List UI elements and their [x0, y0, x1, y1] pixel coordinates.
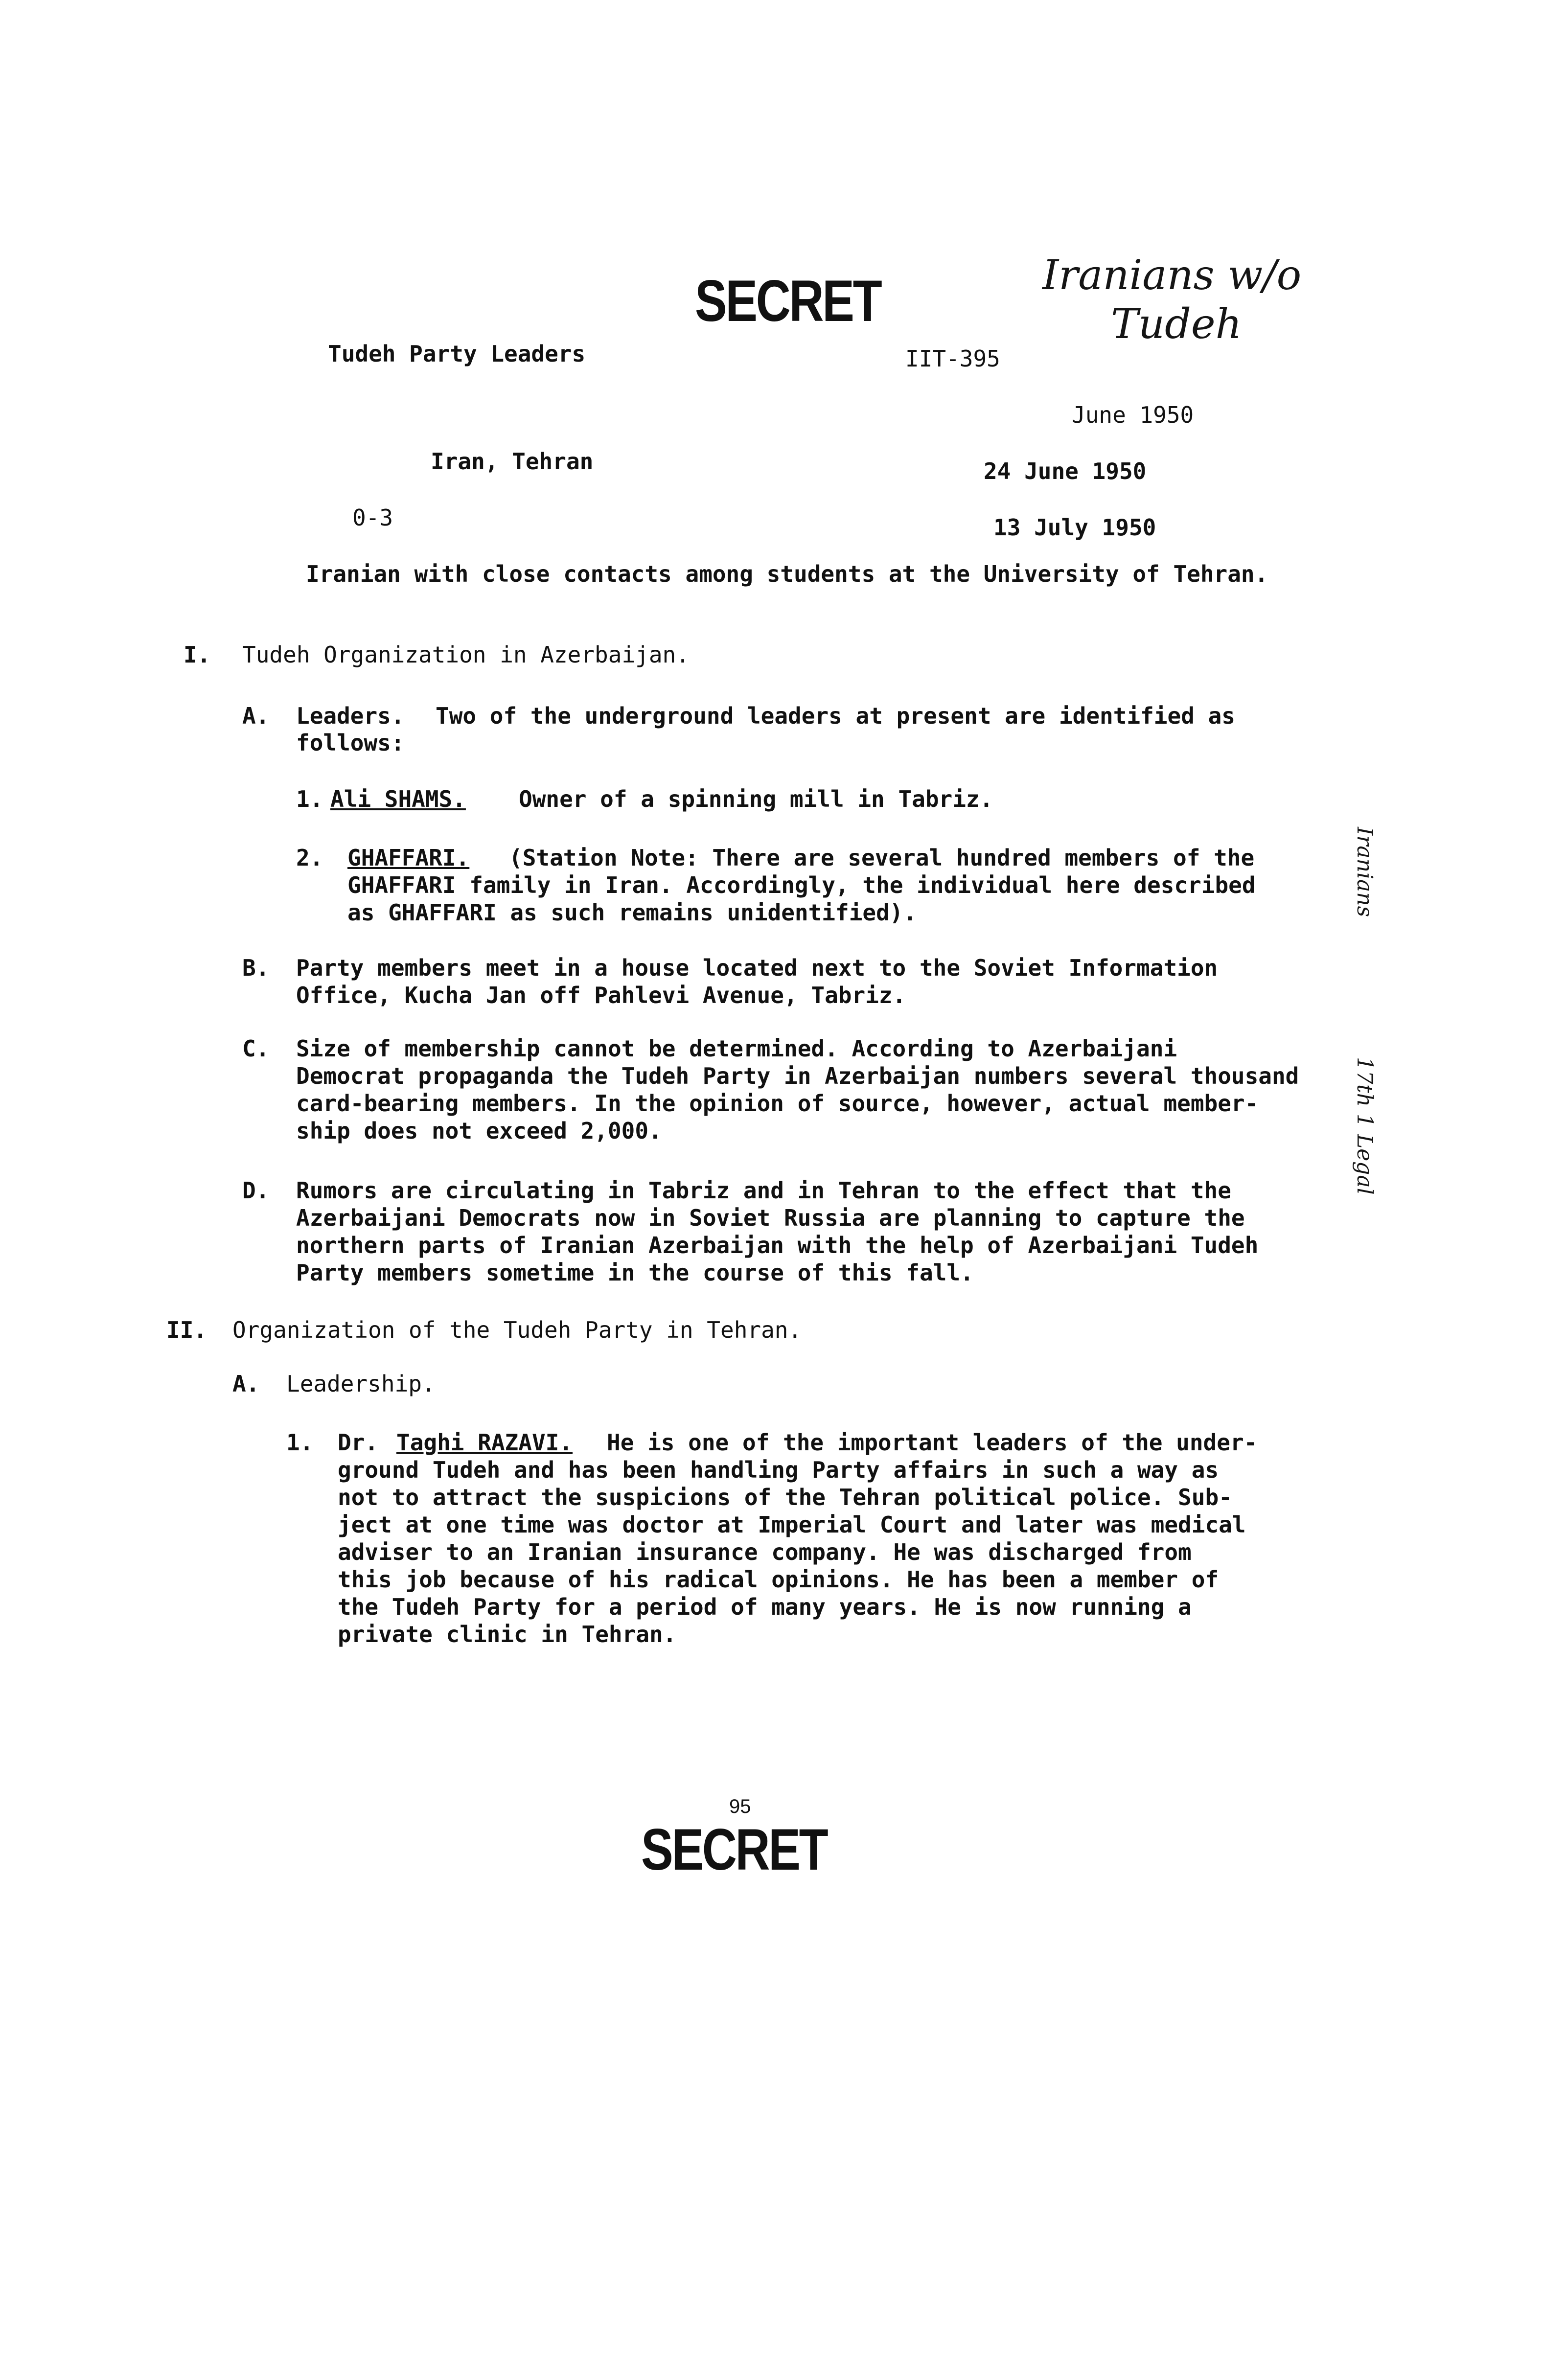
section-1-a-text: Two of the underground leaders at present are identified as — [436, 703, 1235, 729]
leader-1-text-cont-5: this job because of his radical opinions. He has been a member of — [338, 1566, 1219, 1593]
section-1-c-text-cont-1: Democrat propaganda the Tudeh Party in Azerbaijan numbers several thousand — [296, 1063, 1299, 1089]
date-of-report: 13 July 1950 — [993, 514, 1156, 541]
section-2-a-label: Leadership. — [286, 1371, 436, 1397]
section-1-c-text-cont-2: card-bearing members. In the opinion of source, however, actual member- — [296, 1090, 1259, 1117]
classification-stamp-bottom: SECRET — [641, 1817, 827, 1882]
date-acquired: 24 June 1950 — [984, 458, 1147, 484]
source-line: Iranian with close contacts among students at the University of Tehran. — [306, 561, 1268, 587]
section-1-d-text: Rumors are circulating in Tabriz and in Tehran to the effect that the — [296, 1177, 1231, 1204]
subject-line: Tudeh Party Leaders — [328, 341, 586, 367]
section-1-c-letter: C. — [242, 1035, 270, 1062]
leader-1-text-cont-6: the Tudeh Party for a period of many years. He is now running a — [338, 1594, 1192, 1620]
leader-1-text: He is one of the important leaders of the under- — [607, 1429, 1258, 1456]
section-2-numeral: II. — [166, 1317, 207, 1343]
leader-1-text-cont-4: adviser to an Iranian insurance company. He was discharged from — [338, 1539, 1192, 1565]
section-1-c-text-cont-3: ship does not exceed 2,000. — [296, 1118, 662, 1144]
section-1-c-text: Size of membership cannot be determined. According to Azerbaijani — [296, 1035, 1177, 1062]
section-1-b-text-cont: Office, Kucha Jan off Pahlevi Avenue, Tabriz. — [296, 982, 906, 1008]
leader-1-text-cont-1: ground Tudeh and has been handling Party affairs in such a way as — [338, 1457, 1219, 1483]
leader-1-name: Taghi RAZAVI. — [396, 1429, 573, 1456]
section-1-d-letter: D. — [242, 1177, 270, 1204]
report-number: IIT-395 — [905, 345, 1000, 372]
handwritten-note-line1: Iranians w/o — [1042, 251, 1302, 299]
place: Iran, Tehran — [431, 448, 594, 475]
item-2-text-cont-1: GHAFFARI family in Iran. Accordingly, the individual here described — [347, 872, 1256, 898]
section-2-heading: Organization of the Tudeh Party in Tehran. — [232, 1317, 802, 1343]
item-2-number: 2. — [296, 845, 323, 871]
item-2-text-cont-2: as GHAFFARI as such remains unidentified). — [347, 899, 917, 926]
margin-note-1: Iranians — [1352, 827, 1377, 917]
date-of-info: June 1950 — [1072, 402, 1194, 428]
section-1-heading: Tudeh Organization in Azerbaijan. — [242, 641, 690, 668]
section-1-a-text-cont: follows: — [296, 730, 405, 756]
section-1-a-label: Leaders. — [296, 703, 405, 729]
item-2-name: GHAFFARI. — [347, 845, 470, 871]
section-1-d-text-cont-1: Azerbaijani Democrats now in Soviet Russia are planning to capture the — [296, 1205, 1245, 1231]
leader-1-title: Dr. — [338, 1429, 379, 1456]
leader-1-text-cont-7: private clinic in Tehran. — [338, 1621, 677, 1648]
section-2-a-letter: A. — [232, 1371, 260, 1397]
section-1-d-text-cont-2: northern parts of Iranian Azerbaijan with the help of Azerbaijani Tudeh — [296, 1232, 1259, 1259]
section-1-b-letter: B. — [242, 955, 270, 981]
classification-stamp-top: SECRET — [695, 268, 881, 334]
section-1-numeral: I. — [184, 641, 211, 668]
item-1-text: Owner of a spinning mill in Tabriz. — [519, 786, 993, 812]
handwritten-note-line2: Tudeh — [1111, 300, 1242, 348]
leader-1-text-cont-2: not to attract the suspicions of the Tehran political police. Sub- — [338, 1484, 1232, 1510]
margin-note-2: 17th 1 Legal — [1352, 1057, 1377, 1195]
item-2-text: (Station Note: There are several hundred members of the — [509, 845, 1255, 871]
section-1-a-letter: A. — [242, 703, 270, 729]
leader-1-text-cont-3: ject at one time was doctor at Imperial Court and later was medical — [338, 1511, 1246, 1538]
evaluation: 0-3 — [352, 504, 393, 531]
section-1-d-text-cont-3: Party members sometime in the course of this fall. — [296, 1259, 974, 1286]
item-1-name: Ali SHAMS. — [330, 786, 466, 812]
section-1-b-text: Party members meet in a house located next to the Soviet Information — [296, 955, 1218, 981]
page-number: 95 — [729, 1796, 751, 1817]
item-1-number: 1. — [296, 786, 323, 812]
leader-1-number: 1. — [286, 1429, 314, 1456]
